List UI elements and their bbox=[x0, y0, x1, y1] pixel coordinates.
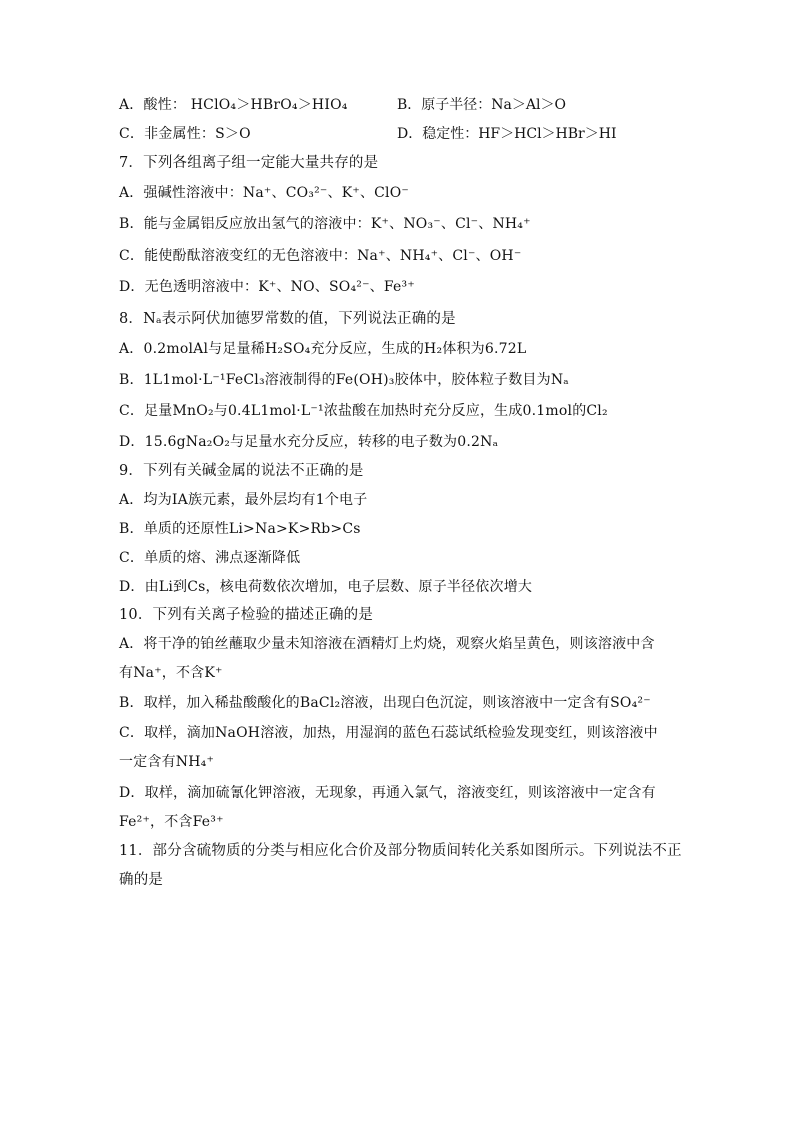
option-8c: C．足量MnO₂与0.4L1mol·L⁻¹浓盐酸在加热时充分反应，生成0.1mol的Cl₂ bbox=[119, 403, 608, 419]
option-9a: A．均为ⅠA族元素，最外层均有1个电子 bbox=[119, 492, 368, 508]
option-10b: B．取样，加入稀盐酸酸化的BaCl₂溶液，出现白色沉淀，则该溶液中一定含有SO₄²⁻ bbox=[119, 695, 651, 711]
option-7a: A．强碱性溶液中：Na⁺、CO₃²⁻、K⁺、ClO⁻ bbox=[119, 185, 410, 201]
option-10c-line1: C．取样，滴加NaOH溶液，加热，用湿润的蓝色石蕊试纸检验发现变红，则该溶液中 bbox=[119, 725, 658, 741]
option-10d-line2: Fe²⁺，不含Fe³⁺ bbox=[119, 814, 224, 830]
option-9d: D．由Li到Cs，核电荷数依次增加，电子层数、原子半径依次增大 bbox=[119, 579, 533, 595]
question-8: 8．Nₐ表示阿伏加德罗常数的值，下列说法正确的是 bbox=[119, 311, 456, 327]
option-9c: C．单质的熔、沸点逐渐降低 bbox=[119, 550, 301, 566]
option-7c: C．能使酚酞溶液变红的无色溶液中：Na⁺、NH₄⁺、Cl⁻、OH⁻ bbox=[119, 248, 522, 264]
option-6d: D．稳定性：HF＞HCl＞HBr＞HI bbox=[397, 126, 617, 142]
option-8a: A．0.2molAl与足量稀H₂SO₄充分反应，生成的H₂体积为6.72L bbox=[119, 341, 527, 357]
option-7d: D．无色透明溶液中：K⁺、NO、SO₄²⁻、Fe³⁺ bbox=[119, 279, 415, 295]
question-11-line1: 11．部分含硫物质的分类与相应化合价及部分物质间转化关系如图所示。下列说法不正 bbox=[119, 843, 682, 859]
option-7b: B．能与金属铝反应放出氢气的溶液中：K⁺、NO₃⁻、Cl⁻、NH₄⁺ bbox=[119, 216, 531, 232]
option-9b: B．单质的还原性Li>Na>K>Rb>Cs bbox=[119, 521, 361, 537]
option-6b: B．原子半径：Na＞Al＞O bbox=[397, 97, 566, 113]
option-6c: C．非金属性：S＞O bbox=[119, 126, 251, 142]
option-10a-line2: 有Na⁺，不含K⁺ bbox=[119, 665, 223, 681]
option-10a-line1: A．将干净的铂丝蘸取少量未知溶液在酒精灯上灼烧，观察火焰呈黄色，则该溶液中含 bbox=[119, 636, 655, 652]
option-8b: B．1L1mol·L⁻¹FeCl₃溶液制得的Fe(OH)₃胶体中，胶体粒子数目为Nₐ bbox=[119, 372, 569, 388]
option-10c-line2: 一定含有NH₄⁺ bbox=[119, 754, 215, 770]
question-7: 7．下列各组离子组一定能大量共存的是 bbox=[119, 155, 379, 171]
option-10d-line1: D．取样，滴加硫氰化钾溶液，无现象，再通入氯气，溶液变红，则该溶液中一定含有 bbox=[119, 785, 656, 801]
question-10: 10．下列有关离子检验的描述正确的是 bbox=[119, 607, 374, 623]
question-9: 9．下列有关碱金属的说法不正确的是 bbox=[119, 463, 364, 479]
question-11-line2: 确的是 bbox=[119, 872, 164, 888]
option-8d: D．15.6gNa₂O₂与足量水充分反应，转移的电子数为0.2Nₐ bbox=[119, 434, 499, 450]
option-6a: A．酸性： HClO₄＞HBrO₄＞HIO₄ bbox=[119, 97, 348, 113]
